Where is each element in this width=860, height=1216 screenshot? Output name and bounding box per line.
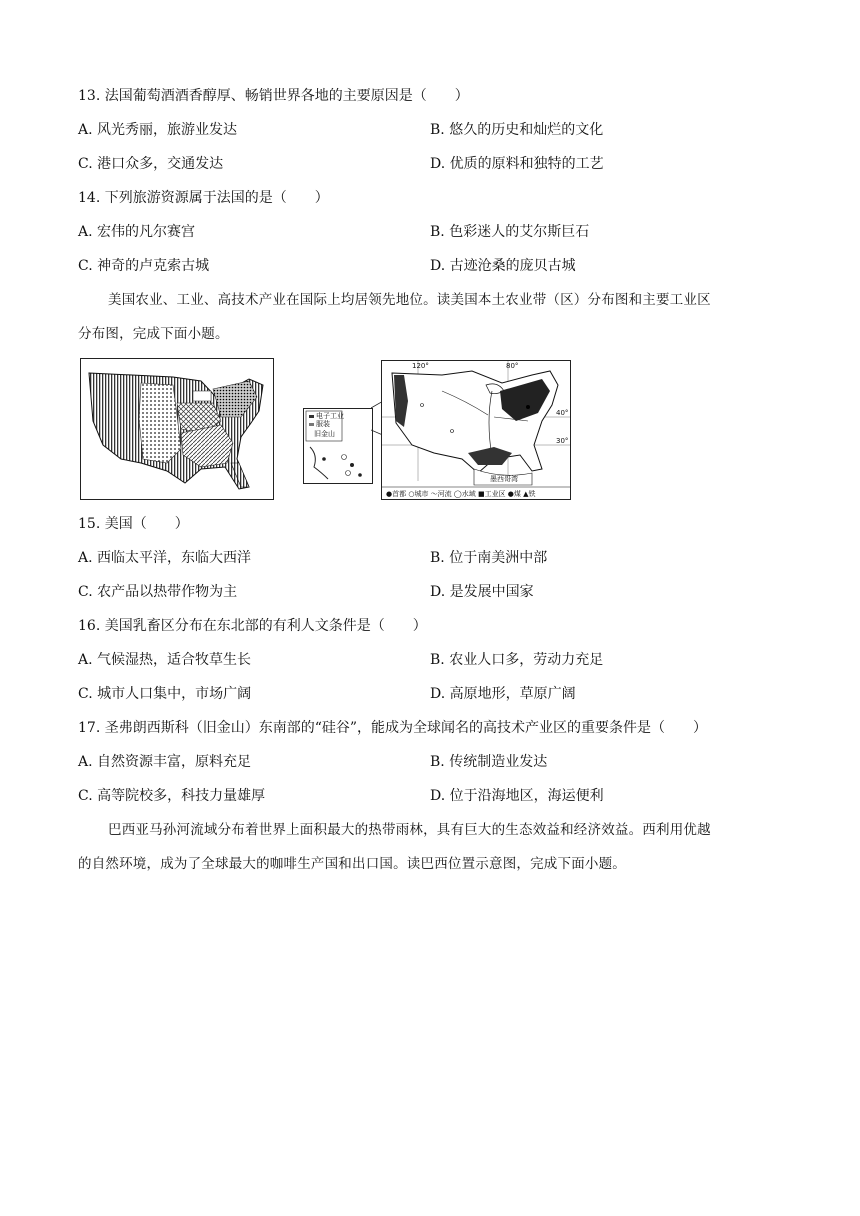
lon-label-120: 120° (412, 362, 429, 370)
q17-option-c: C. 高等院校多，科技力量雄厚 (78, 788, 266, 804)
q16-stem: 16. 美国乳畜区分布在东北部的有利人文条件是（ ） (78, 618, 427, 634)
q17-stem: 17. 圣弗朗西斯科（旧金山）东南部的“硅谷”，能成为全球闻名的高技术产业区的重要条件是（ ） (78, 720, 708, 736)
brazil-intro-line1: 巴西亚马孙河流域分布着世界上面积最大的热带雨林，具有巨大的生态效益和经济效益。西利用优越 (108, 822, 711, 838)
q17-option-b: B. 传统制造业发达 (430, 754, 548, 770)
q15-option-d: D. 是发展中国家 (430, 584, 534, 600)
q13-option-a: A. 风光秀丽，旅游业发达 (78, 122, 238, 138)
q14-stem: 14. 下列旅游资源属于法国的是（ ） (78, 190, 329, 206)
inset-label-2: 服装 (316, 420, 330, 428)
q15-option-a: A. 西临太平洋，东临大西洋 (78, 550, 252, 566)
q14-option-b: B. 色彩迷人的艾尔斯巨石 (430, 224, 590, 240)
q16-option-c: C. 城市人口集中，市场广阔 (78, 686, 252, 702)
us-agriculture-map-svg (81, 359, 273, 499)
lat-label-40: 40° (556, 409, 569, 417)
gulf-label: 墨西哥湾 (490, 475, 518, 483)
industry-map-legend: ●首都 ○城市 〜河流 ◯水域 ■工业区 ●煤 ▲铁 (386, 490, 536, 498)
lon-label-80: 80° (506, 362, 519, 370)
q17-option-d: D. 位于沿海地区，海运便利 (430, 788, 604, 804)
us-intro-line2: 分布图，完成下面小题。 (78, 326, 229, 342)
q16-option-d: D. 高原地形，草原广阔 (430, 686, 576, 702)
us-industry-map (381, 360, 571, 500)
q14-option-a: A. 宏伟的凡尔赛宫 (78, 224, 196, 240)
q16-option-b: B. 农业人口多，劳动力充足 (430, 652, 604, 668)
q14-option-c: C. 神奇的卢克索古城 (78, 258, 210, 274)
q17-option-a: A. 自然资源丰富，原料充足 (78, 754, 252, 770)
q13-stem: 13. 法国葡萄酒酒香醇厚、畅销世界各地的主要原因是（ ） (78, 88, 469, 104)
q15-option-b: B. 位于南美洲中部 (430, 550, 548, 566)
brazil-intro-line2: 的自然环境，成为了全球最大的咖啡生产国和出口国。读巴西位置示意图，完成下面小题。 (78, 856, 626, 872)
inset-label-3: 旧金山 (314, 430, 335, 438)
lat-label-30: 30° (556, 437, 569, 445)
inset-label-1: 电子工业 (316, 412, 344, 420)
silicon-valley-inset-map (303, 408, 373, 484)
q13-option-b: B. 悠久的历史和灿烂的文化 (430, 122, 604, 138)
us-agriculture-map (80, 358, 274, 500)
q14-option-d: D. 古迹沧桑的庞贝古城 (430, 258, 576, 274)
q13-option-d: D. 优质的原料和独特的工艺 (430, 156, 604, 172)
us-intro-line1: 美国农业、工业、高技术产业在国际上均居领先地位。读美国本土农业带（区）分布图和主要工业区 (108, 292, 711, 308)
q15-option-c: C. 农产品以热带作物为主 (78, 584, 238, 600)
q16-option-a: A. 气候湿热，适合牧草生长 (78, 652, 252, 668)
q13-option-c: C. 港口众多，交通发达 (78, 156, 224, 172)
q15-stem: 15. 美国（ ） (78, 516, 189, 532)
